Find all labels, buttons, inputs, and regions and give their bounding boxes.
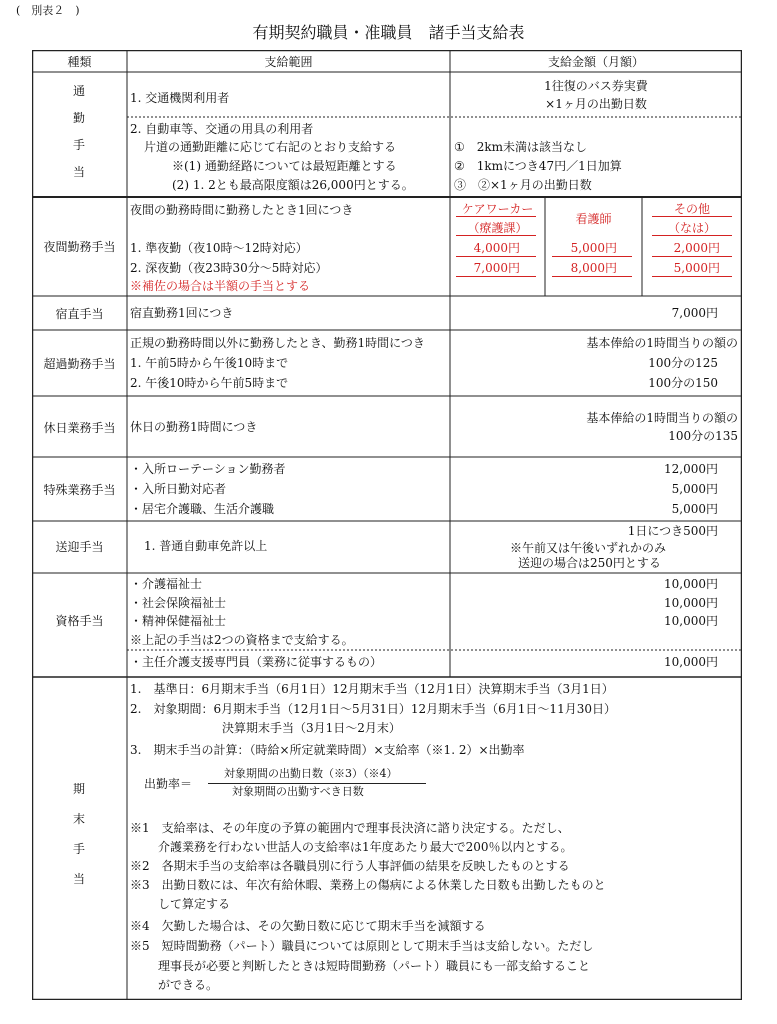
bonus-note-4: ※4 欠勤した場合は、その欠勤日数に応じて期末手当を減額する — [130, 919, 486, 933]
bonus-note-1b: 介護業務を行わない世話人の支給率は1年度あたり最大で200％以内とする。 — [158, 840, 573, 854]
lodging-scope: 宿直勤務1回につき — [130, 306, 234, 320]
bonus-line-4: 3. 期末手当の計算：（時給×所定就業時間）×支給率（※1. 2）×出勤率 — [130, 743, 525, 757]
commute-amount-3: ① 2km未満は該当なし — [454, 140, 588, 154]
overtime-scope-1: 正規の勤務時間以外に勤務したとき、勤務1時間につき — [130, 336, 425, 350]
qualification-amount-3: 10,000円 — [664, 614, 718, 628]
header-amount: 支給金額（月額） — [547, 55, 644, 69]
holiday-scope: 休日の勤務1時間につき — [130, 420, 258, 434]
transport-label: 送迎手当 — [55, 540, 104, 554]
commute-scope-1: 1. 交通機関利用者 — [130, 91, 230, 105]
night-col-nurse-head: 看護師 — [575, 212, 612, 226]
page-title: 有期契約職員・准職員 諸手当支給表 — [252, 23, 525, 42]
transport-amount-3: 送迎の場合は250円とする — [518, 556, 661, 570]
bonus-line-2: 2. 対象期間：6月期末手当（12月1日～5月31日）12月期末手当（6月1日～11月30日） — [130, 702, 616, 716]
bonus-line-1: 1. 基準日：6月期末手当（6月1日）12月期末手当（12月1日）決算期末手当（3月1日） — [130, 682, 614, 696]
transport-scope: 1. 普通自動車免許以上 — [144, 539, 268, 553]
bonus-line-3: 決算期末手当（3月1日～2月末） — [222, 721, 401, 735]
overtime-scope-3: 2. 午後10時から午前5時まで — [130, 376, 289, 390]
night-careworker-value-1: 4,000円 — [473, 241, 520, 255]
night-note: ※補佐の場合は半額の手当とする — [130, 279, 311, 293]
night-col-careworker-head-1: ケアワーカー — [461, 202, 534, 216]
qualification-amount-2: 10,000円 — [664, 596, 718, 610]
special-amount-2: 5,000円 — [671, 482, 718, 496]
night-underline — [552, 256, 632, 257]
night-col-other-head-1: その他 — [673, 202, 710, 216]
qualification-scope-2: ・社会保険福祉士 — [130, 596, 227, 610]
bonus-note-5: ※5 短時間勤務（パート）職員については原則として期末手当は支給しない。ただし — [130, 939, 594, 953]
transport-amount-2: ※午前又は午後いずれかのみ — [510, 541, 667, 555]
bonus-note-1: ※1 支給率は、その年度の予算の範囲内で理事長決済に諮り決定する。ただし、 — [130, 821, 570, 835]
bonus-label: 期 末 手 当 — [72, 782, 85, 886]
annex-label: ( 別表２ ) — [16, 4, 80, 17]
night-nurse-value-1: 5,000円 — [570, 241, 617, 255]
night-col-other-head-2: （なは） — [667, 221, 716, 235]
bonus-note-2: ※2 各期末手当の支給率は各職員別に行う人事評価の結果を反映したものとする — [130, 859, 570, 873]
night-underline — [456, 216, 536, 217]
qualification-label: 資格手当 — [55, 614, 104, 628]
attendance-formula-label: 出勤率＝ — [144, 777, 193, 791]
night-scope-1: 夜間の勤務時間に勤務したとき1回につき — [130, 203, 354, 217]
overtime-amount-3: 100分の150 — [648, 376, 718, 390]
attendance-formula-denominator: 対象期間の出勤すべき日数 — [232, 785, 364, 798]
special-amount-3: 5,000円 — [671, 502, 718, 516]
night-other-value-1: 2,000円 — [673, 241, 720, 255]
night-label: 夜間勤務手当 — [43, 240, 116, 254]
overtime-amount-2: 100分の125 — [648, 356, 718, 370]
commute-scope-4: ※(1) 通勤経路については最短距離とする — [172, 159, 397, 173]
qualification-amount-1: 10,000円 — [664, 577, 718, 591]
qualification-extra-scope: ・主任介護支援専門員（業務に従事するもの） — [130, 655, 383, 669]
bonus-note-5c: ができる。 — [158, 978, 219, 992]
night-underline — [652, 276, 732, 277]
bonus-note-3: ※3 出勤日数には、年次有給休暇、業務上の傷病による休業した日数も出勤したものと — [130, 878, 606, 892]
commute-amount-4: ② 1kmにつき47円／1日加算 — [454, 159, 622, 173]
special-scope-3: ・居宅介護職、生活介護職 — [130, 502, 275, 516]
bonus-note-5b: 理事長が必要と判断したときは短時間勤務（パート）職員にも一部支給すること — [158, 959, 591, 973]
night-underline — [456, 235, 536, 236]
commute-scope-5: (2) 1. 2とも最高限度額は26,000円とする。 — [172, 178, 414, 192]
commute-amount-5: ③ ②×1ヶ月の出勤日数 — [454, 178, 592, 192]
night-underline — [456, 276, 536, 277]
night-col-careworker-head-2: （療護課） — [467, 221, 528, 235]
night-scope-3: 2. 深夜勤（夜23時30分～5時対応） — [130, 261, 328, 275]
night-underline — [552, 276, 632, 277]
night-underline — [652, 216, 732, 217]
commute-scope-2: 2. 自動車等、交通の用具の利用者 — [130, 122, 314, 136]
commute-scope-3: 片道の通勤距離に応じて右記のとおり支給する — [144, 140, 397, 154]
overtime-amount-1: 基本俸給の1時間当りの額の — [586, 336, 738, 350]
transport-amount-1: 1日につき500円 — [627, 524, 718, 538]
commute-amount-2: ×1ヶ月の出勤日数 — [545, 97, 647, 111]
night-nurse-value-2: 8,000円 — [570, 261, 617, 275]
qualification-note: ※上記の手当は2つの資格まで支給する。 — [130, 633, 354, 647]
special-scope-1: ・入所ローテーション勤務者 — [130, 462, 286, 476]
holiday-label: 休日業務手当 — [43, 421, 116, 435]
holiday-amount-2: 100分の135 — [668, 429, 738, 443]
lodging-label: 宿直手当 — [55, 307, 104, 321]
header-type: 種類 — [67, 55, 92, 69]
bonus-note-3b: して算定する — [158, 897, 231, 911]
lodging-amount: 7,000円 — [671, 306, 718, 320]
night-careworker-value-2: 7,000円 — [473, 261, 520, 275]
commute-label: 通 勤 手 当 — [72, 84, 85, 179]
qualification-scope-1: ・介護福祉士 — [130, 577, 203, 591]
qualification-extra-amount: 10,000円 — [664, 655, 718, 669]
night-underline — [456, 256, 536, 257]
overtime-scope-2: 1. 午前5時から午後10時まで — [130, 356, 289, 370]
special-scope-2: ・入所日勤対応者 — [130, 482, 227, 496]
night-underline — [652, 256, 732, 257]
allowance-table — [32, 50, 742, 1000]
night-underline — [652, 235, 732, 236]
overtime-label: 超過勤務手当 — [43, 357, 116, 371]
qualification-scope-3: ・精神保健福祉士 — [130, 614, 227, 628]
commute-amount-1: 1往復のバス券実費 — [544, 79, 648, 93]
night-other-value-2: 5,000円 — [673, 261, 720, 275]
special-label: 特殊業務手当 — [43, 483, 116, 497]
attendance-formula-numerator: 対象期間の出勤日数（※3）（※4） — [224, 767, 398, 780]
special-amount-1: 12,000円 — [664, 462, 718, 476]
holiday-amount-1: 基本俸給の1時間当りの額の — [586, 411, 738, 425]
header-scope: 支給範囲 — [264, 55, 313, 69]
night-scope-2: 1. 準夜勤（夜10時～12時対応） — [130, 241, 308, 255]
